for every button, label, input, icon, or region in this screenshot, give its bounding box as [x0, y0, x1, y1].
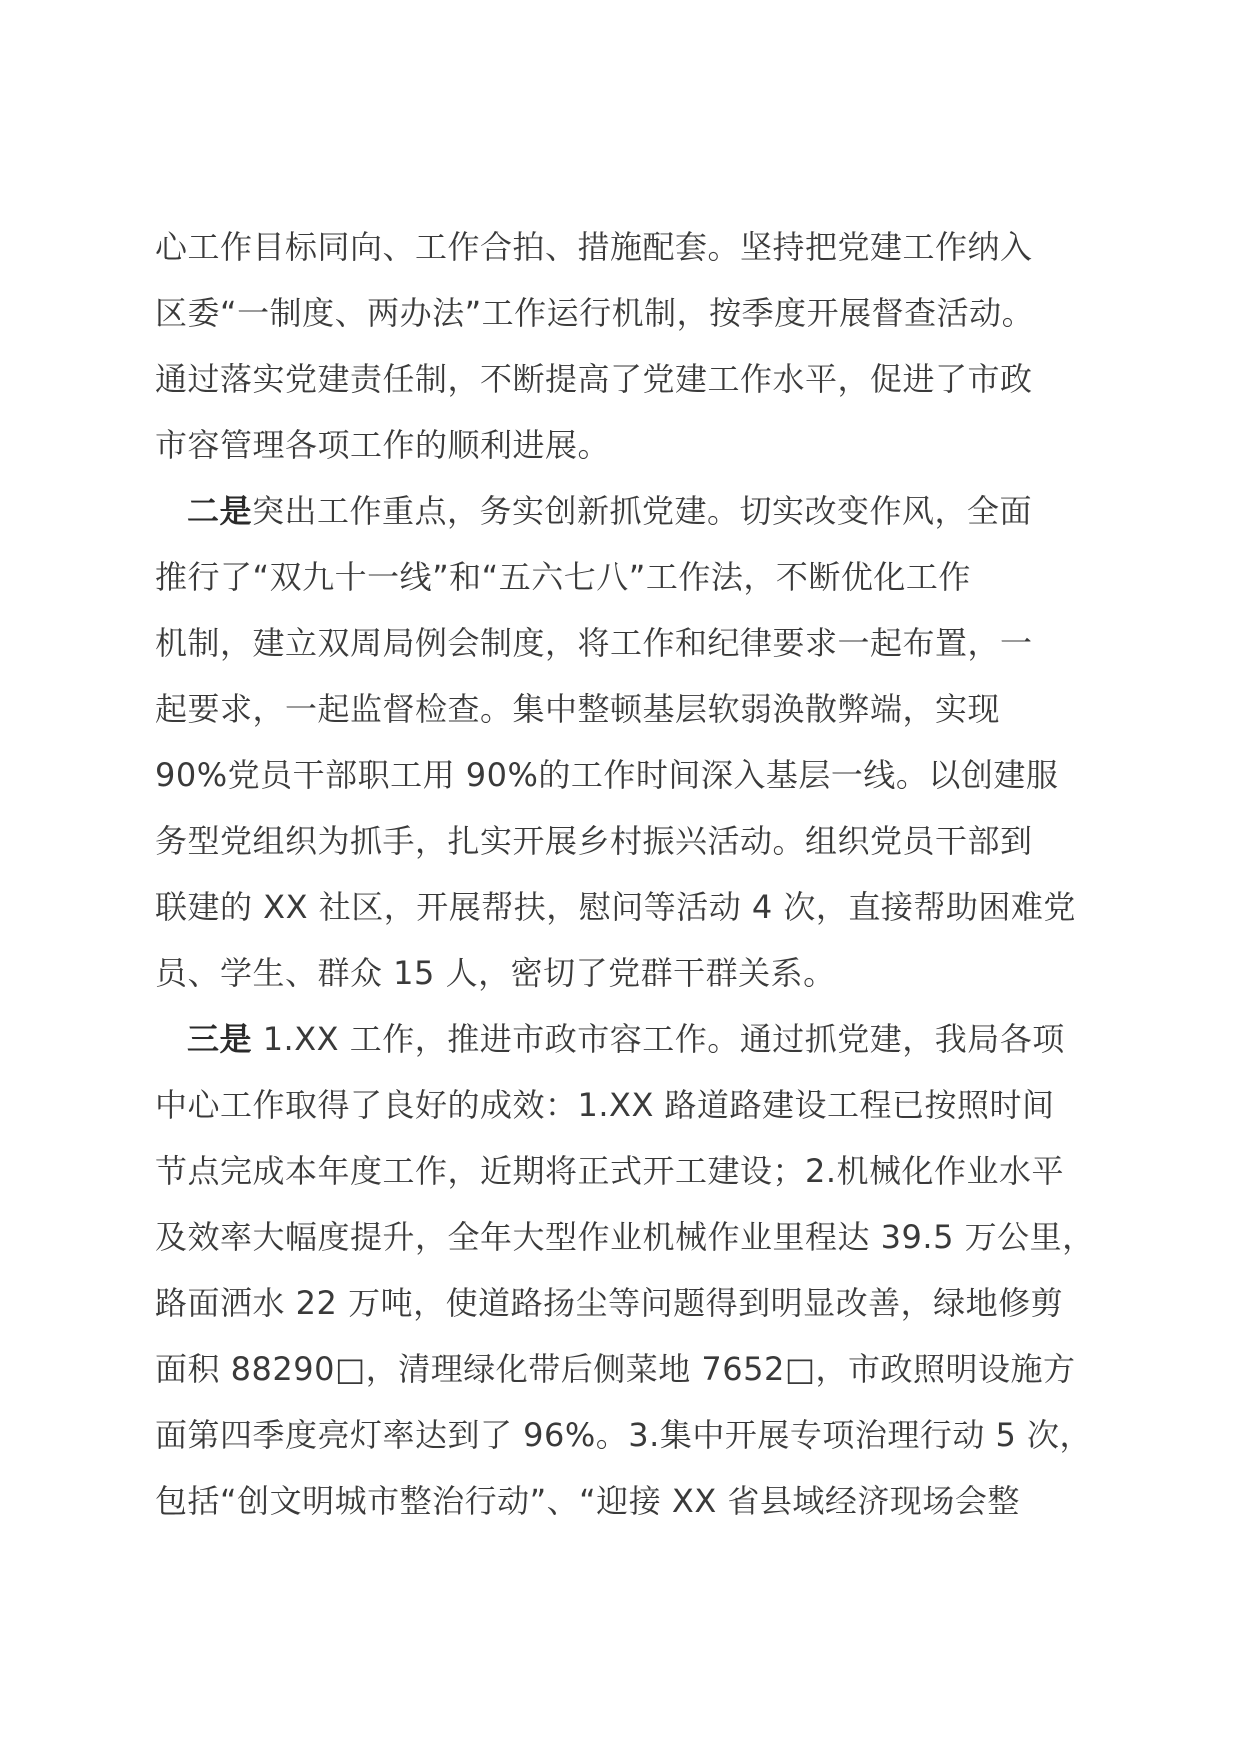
text-line: 推行了“双九十一线”和“五六七八”工作法，不断优化工作	[155, 558, 971, 596]
document-body	[155, 214, 1115, 1534]
text-line-content: 1.XX 工作，推进市政市容工作。通过抓党建，我局各项	[252, 1020, 1065, 1058]
text-line: 及效率大幅度提升，全年大型作业机械作业里程达 39.5 万公里，	[155, 1218, 1095, 1256]
text-line: 中心工作取得了良好的成效：1.XX 路道路建设工程已按照时间	[155, 1086, 1055, 1124]
text-line: 务型党组织为抓手，扎实开展乡村振兴活动。组织党员干部到	[155, 822, 1033, 860]
text-line: 员、学生、群众 15 人，密切了党群干群关系。	[155, 954, 836, 992]
text-line: 90%党员干部职工用 90%的工作时间深入基层一线。以创建服	[155, 756, 1059, 794]
paragraph-lead-label: 三是	[187, 1020, 253, 1058]
text-line: 通过落实党建责任制，不断提高了党建工作水平，促进了市政	[155, 360, 1033, 398]
text-line: 面积 88290□，清理绿化带后侧菜地 7652□，市政照明设施方	[155, 1350, 1076, 1388]
text-line: 面第四季度亮灯率达到了 96%。3.集中开展专项治理行动 5 次，	[155, 1416, 1093, 1454]
paragraph-two-first-line	[155, 478, 1115, 544]
text-line: 心工作目标同向、工作合拍、措施配套。坚持把党建工作纳入	[155, 228, 1033, 266]
text-line: 机制，建立双周局例会制度，将工作和纪律要求一起布置，一	[155, 624, 1033, 662]
text-line: 区委“一制度、两办法”工作运行机制，按季度开展督查活动。	[155, 294, 1035, 332]
text-line: 联建的 XX 社区，开展帮扶，慰问等活动 4 次，直接帮助困难党	[155, 888, 1076, 926]
paragraph-three-first-line	[155, 1006, 1115, 1072]
text-line: 包括“创文明城市整治行动”、“迎接 XX 省县域经济现场会整	[155, 1482, 1020, 1520]
text-line: 市容管理各项工作的顺利进展。	[155, 426, 611, 464]
text-line-content: 突出工作重点，务实创新抓党建。切实改变作风，全面	[252, 492, 1033, 530]
text-line: 路面洒水 22 万吨，使道路扬尘等问题得到明显改善，绿地修剪	[155, 1284, 1064, 1322]
paragraph-lead-label: 二是	[187, 492, 253, 530]
text-line: 节点完成本年度工作，近期将正式开工建设；2.机械化作业水平	[155, 1152, 1065, 1190]
text-line: 起要求，一起监督检查。集中整顿基层软弱涣散弊端，实现	[155, 690, 1001, 728]
